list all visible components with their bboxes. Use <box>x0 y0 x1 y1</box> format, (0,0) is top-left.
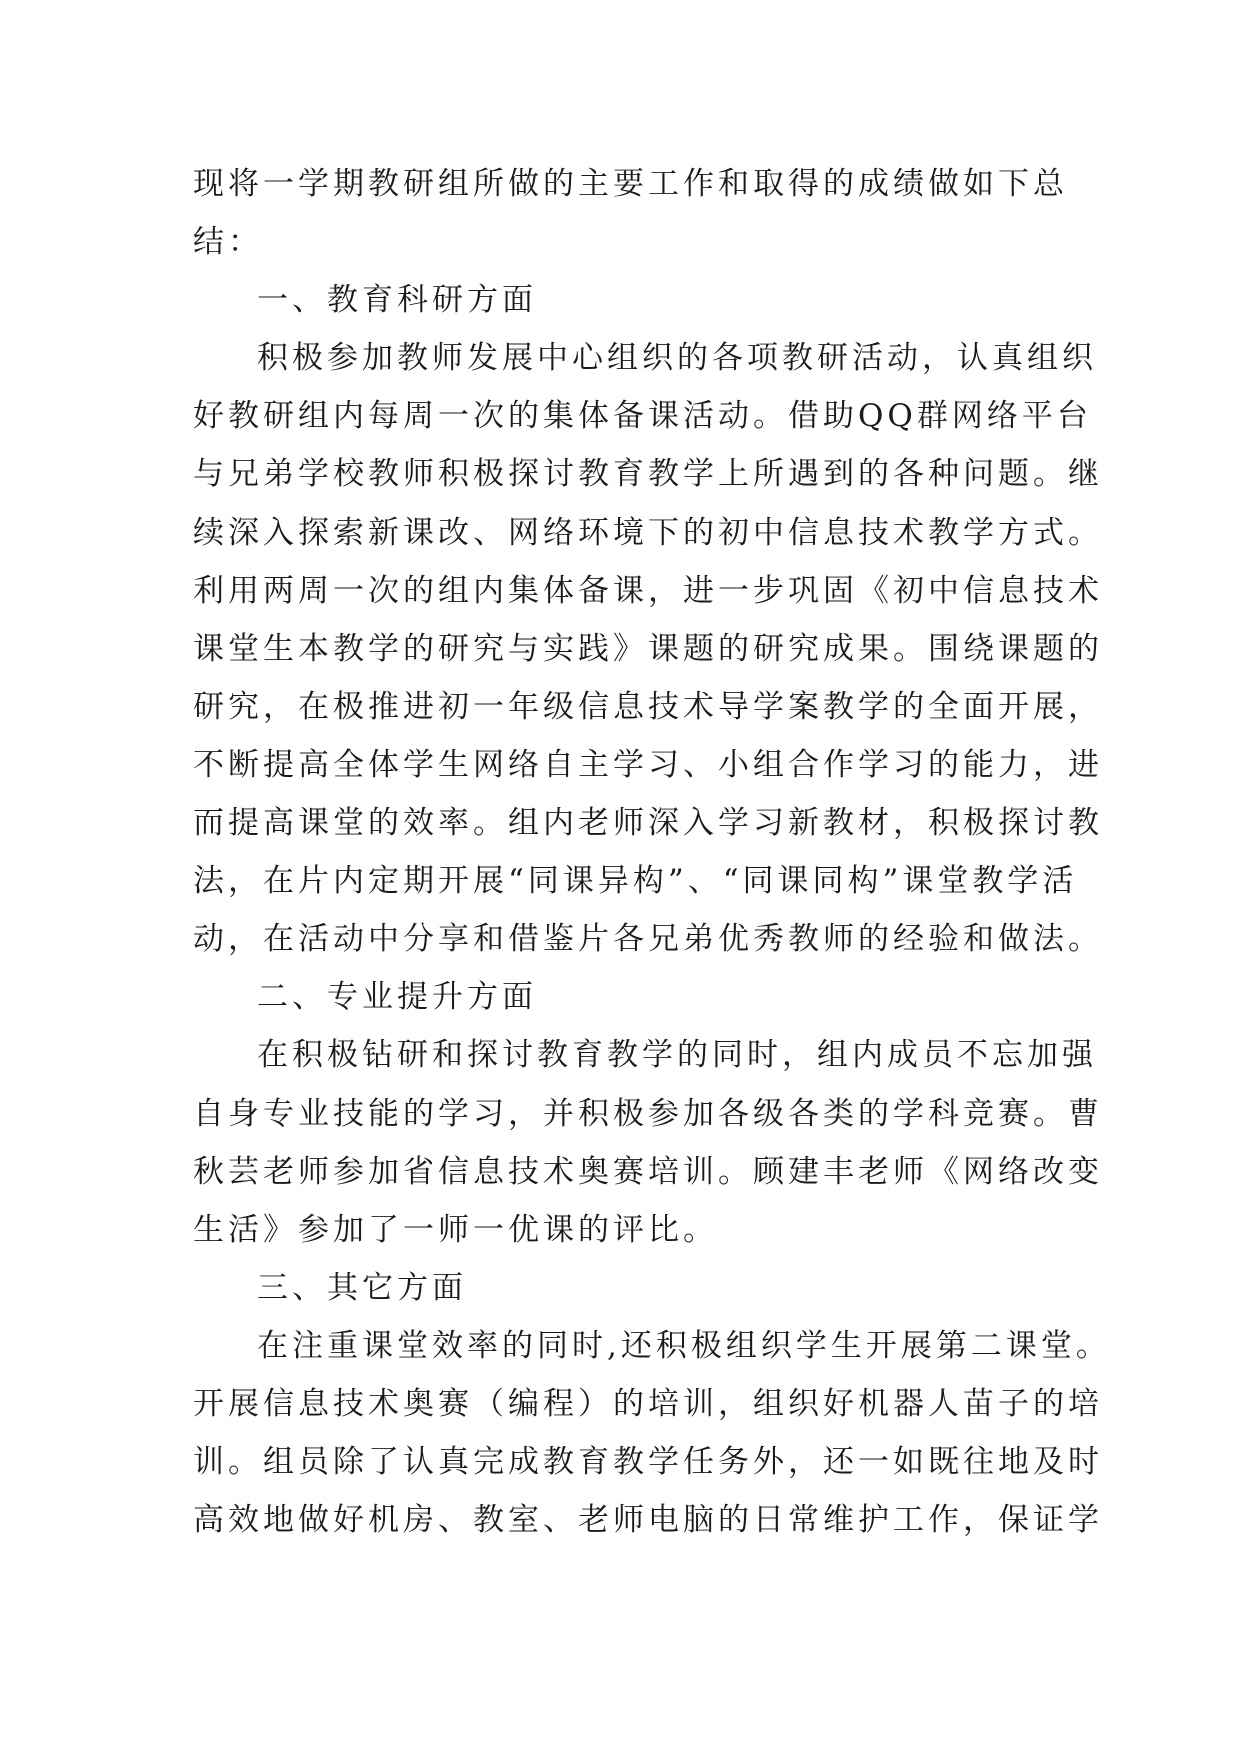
text-line: 积极参加教师发展中心组织的各项教研活动，认真组织 <box>257 340 1097 377</box>
text-line: 在注重课堂效率的同时,还积极组织学生开展第二课堂。 <box>257 1327 1111 1364</box>
text-line: 结： <box>193 224 263 261</box>
text-line: 不断提高全体学生网络自主学习、小组合作学习的能力，进 <box>193 746 1103 783</box>
text-line: 二、专业提升方面 <box>257 979 537 1016</box>
text-line: 训。组员除了认真完成教育教学任务外，还一如既往地及时 <box>193 1444 1103 1481</box>
text-line: 与兄弟学校教师积极探讨教育教学上所遇到的各种问题。继 <box>193 456 1103 493</box>
text-line: 一、教育科研方面 <box>257 282 537 319</box>
text-line: 开展信息技术奥赛（编程）的培训，组织好机器人苗子的培 <box>193 1385 1103 1422</box>
document-body <box>193 155 1111 1549</box>
text-line: 三、其它方面 <box>257 1269 467 1306</box>
text-line: 法，在片内定期开展“同课异构”、“同课同构”课堂教学活 <box>193 863 1078 900</box>
text-line: 利用两周一次的组内集体备课，进一步巩固《初中信息技术 <box>193 572 1103 609</box>
text-line: 研究，在极推进初一年级信息技术导学案教学的全面开展， <box>193 688 1103 725</box>
text-line: 生活》参加了一师一优课的评比。 <box>193 1211 718 1248</box>
text-line: 好教研组内每周一次的集体备课活动。借助QQ群网络平台 <box>193 398 1092 435</box>
text-line: 动，在活动中分享和借鉴片各兄弟优秀教师的经验和做法。 <box>193 921 1103 958</box>
text-line: 现将一学期教研组所做的主要工作和取得的成绩做如下总 <box>193 166 1068 202</box>
text-line: 在积极钻研和探讨教育教学的同时，组内成员不忘加强 <box>257 1037 1097 1074</box>
text-line: 高效地做好机房、教室、老师电脑的日常维护工作，保证学 <box>193 1502 1103 1539</box>
text-line: 而提高课堂的效率。组内老师深入学习新教材，积极探讨教 <box>193 805 1103 842</box>
text-line: 续深入探索新课改、网络环境下的初中信息技术教学方式。 <box>193 514 1103 551</box>
text-line: 课堂生本教学的研究与实践》课题的研究成果。围绕课题的 <box>193 630 1103 667</box>
text-line: 自身专业技能的学习，并积极参加各级各类的学科竞赛。曹 <box>193 1095 1103 1132</box>
text-line: 秋芸老师参加省信息技术奥赛培训。顾建丰老师《网络改变 <box>193 1153 1103 1190</box>
